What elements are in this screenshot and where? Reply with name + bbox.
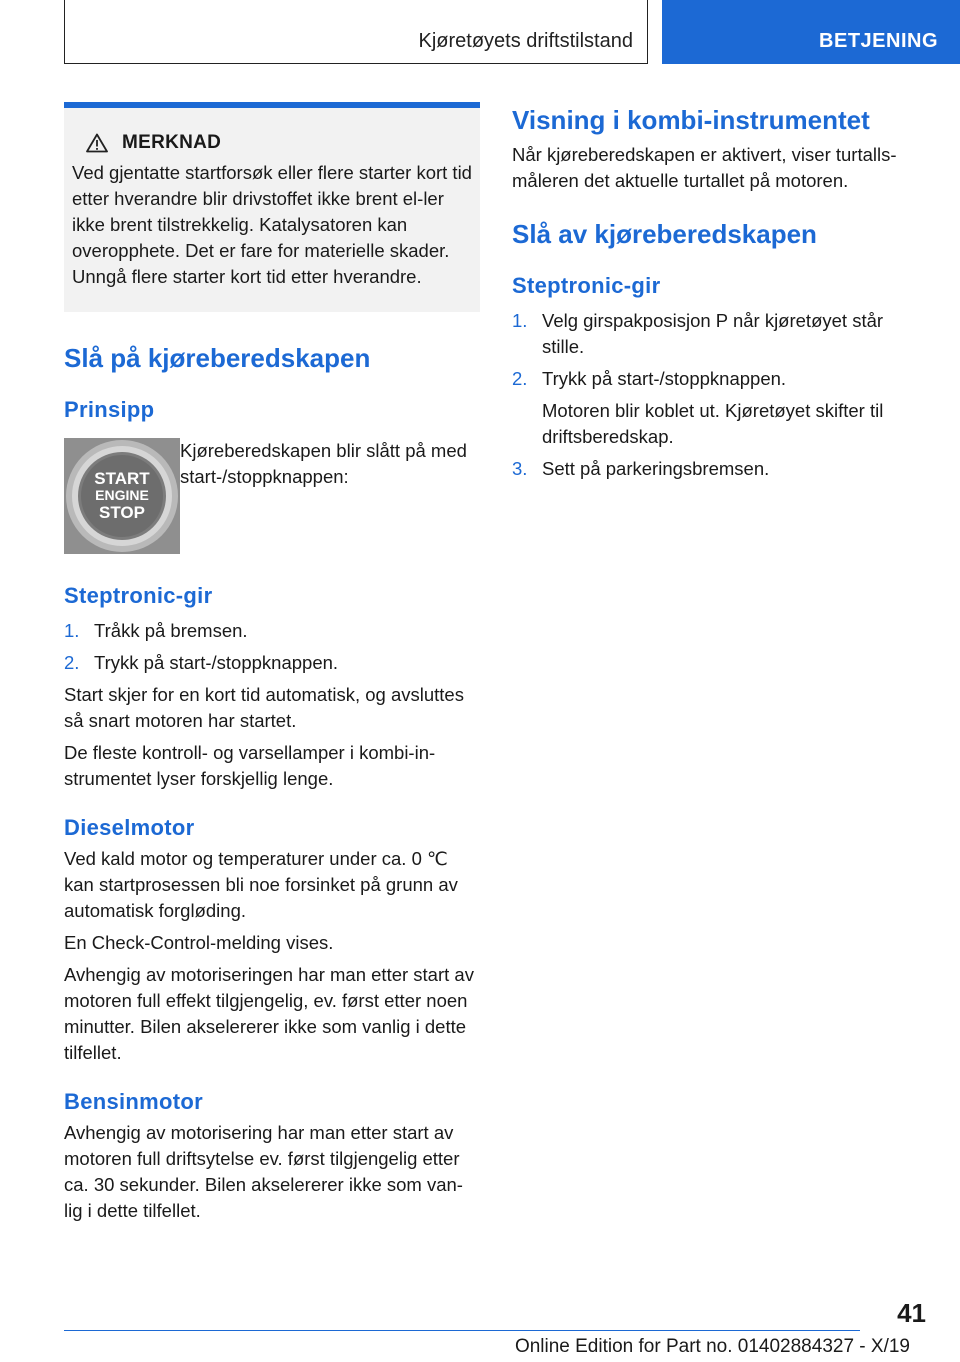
step-number: 1.	[512, 310, 528, 331]
right-column	[512, 102, 912, 488]
paragraph-petrol-power: Avhengig av motorisering har man etter start av motoren full driftsytelse ev. først tilgjengelig etter ca. 30 sekunder. Bilen akselererer ikke som van-lig i dette tilfellet.	[64, 1122, 463, 1221]
notice-header	[86, 132, 472, 154]
header-section-title: Kjøretøyets driftstilstand	[418, 30, 633, 52]
warning-triangle-icon	[86, 133, 108, 153]
heading-diesel: Dieselmotor	[64, 815, 195, 840]
principle-block	[64, 438, 480, 554]
header-chapter-tab	[662, 0, 960, 64]
steps-list-off	[512, 308, 912, 482]
notice-box	[64, 102, 480, 312]
step-number: 2.	[64, 652, 80, 673]
list-item	[64, 650, 480, 676]
heading-principle: Prinsipp	[64, 397, 155, 422]
paragraph-diesel-cold: Ved kald motor og temperaturer under ca. 0 ℃ kan startprosessen bli noe forsinket på grunn av automatisk forgløding.	[64, 848, 458, 921]
steps-list-on	[64, 618, 480, 676]
notice-title: MERKNAD	[122, 132, 222, 153]
list-item	[512, 456, 912, 482]
header-section-box	[64, 0, 648, 64]
list-item	[512, 308, 912, 360]
list-item	[64, 618, 480, 644]
heading-steptronic-off: Steptronic-gir	[512, 273, 661, 298]
heading-stop-readiness: Slå av kjøreberedskapen	[512, 219, 817, 249]
step-text: Trykk på start-/stoppknappen.	[94, 652, 339, 673]
button-label-stop: STOP	[99, 503, 145, 522]
footer-edition-text: Online Edition for Part no. 01402884327 - X/19	[514, 1336, 910, 1357]
heading-instrument-display: Visning i kombi-instrumentet	[512, 105, 870, 135]
list-item	[512, 366, 912, 450]
paragraph-auto-start: Start skjer for en kort tid automatisk, og avsluttes så snart motoren har startet.	[64, 684, 464, 731]
step-subtext: Motoren blir koblet ut. Kjøretøyet skifter til driftsberedskap.	[542, 400, 884, 447]
page-number: 41	[897, 1298, 926, 1328]
paragraph-check-control: En Check-Control-melding vises.	[64, 932, 334, 953]
step-number: 3.	[512, 458, 528, 479]
heading-steptronic-on: Steptronic-gir	[64, 583, 213, 608]
paragraph-diesel-power: Avhengig av motoriseringen har man etter start av motoren full effekt tilgjengelig, ev. først etter noen minutter. Bilen akselererer ikke som vanlig i dette tilfellet.	[64, 964, 474, 1063]
button-label-start: START	[94, 469, 150, 488]
step-text: Sett på parkeringsbremsen.	[542, 458, 770, 479]
start-stop-button-image	[64, 438, 180, 554]
notice-text: Ved gjentatte startforsøk eller flere starter kort tid etter hverandre blir drivstoffet ikke brent el-ler ikke brent tilstrekkelig. Katalysatoren kan overopphete. Det er fare for materielle skader. Unngå flere starter kort tid etter hverandre.	[72, 162, 472, 287]
step-number: 2.	[512, 368, 528, 389]
paragraph-tachometer: Når kjøreberedskapen er aktivert, viser turtalls-måleren det aktuelle turtallet på motoren.	[512, 144, 897, 191]
step-text: Tråkk på bremsen.	[94, 620, 248, 641]
button-label-engine: ENGINE	[95, 487, 149, 503]
left-column	[64, 102, 480, 1224]
footer-divider	[64, 1330, 860, 1331]
paragraph-indicator-lamps: De fleste kontroll- og varsellamper i kombi-in-strumentet lyser forskjellig lenge.	[64, 742, 436, 789]
header-chapter-label: BETJENING	[819, 30, 938, 52]
heading-petrol: Bensinmotor	[64, 1089, 203, 1114]
step-text: Velg girspakposisjon P når kjøretøyet står stille.	[542, 310, 884, 357]
principle-text: Kjøreberedskapen blir slått på med start-/stoppknappen:	[180, 440, 467, 487]
heading-start-readiness: Slå på kjøreberedskapen	[64, 343, 371, 373]
step-text: Trykk på start-/stoppknappen.	[542, 368, 787, 389]
step-number: 1.	[64, 620, 80, 641]
